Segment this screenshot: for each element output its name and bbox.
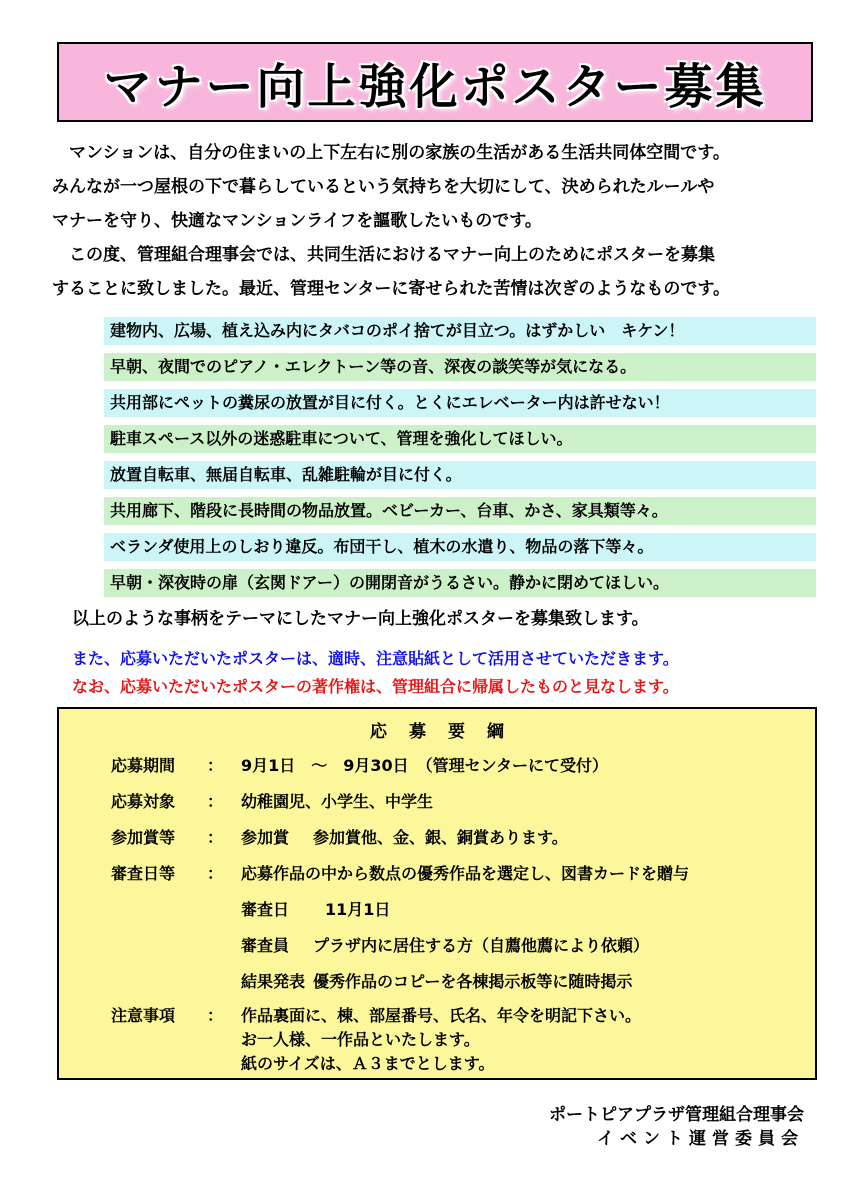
intro-text xyxy=(52,136,812,306)
complaint-list xyxy=(104,317,816,605)
prize-row xyxy=(241,825,568,848)
complaint-item: ベランダ使用上のしおり違反。布団干し、植木の水遣り、物品の落下等々。 xyxy=(104,533,816,561)
complaint-item: 早朝・深夜時の扉（玄関ドアー）の開閉音がうるさい。静かに閉めてほしい。 xyxy=(104,569,816,597)
colon: ： xyxy=(207,864,224,883)
intro-line: マンションは、自分の住まいの上下左右に別の家族の生活がある生活共同体空間です。 xyxy=(52,143,730,163)
usage-note: また、応募いただいたポスターは、適時、注意貼紙として活用させていただきます。 xyxy=(72,649,679,668)
period-label: 応募期間 xyxy=(111,756,176,775)
judge-date-label: 審査日 xyxy=(241,900,290,919)
requirements-box xyxy=(57,707,817,1080)
copyright-note: なお、応募いただいたポスターの著作権は、管理組合に帰属したものと見なします。 xyxy=(72,677,679,696)
judges-row xyxy=(241,933,649,956)
judge-date-row xyxy=(241,897,390,920)
target-label: 応募対象 xyxy=(111,792,176,811)
result-label: 結果発表 xyxy=(241,972,306,991)
closing-text: 以上のような事柄をテーマにしたマナー向上強化ポスターを募集致します。 xyxy=(72,609,649,629)
colon: ： xyxy=(207,828,224,847)
judge-date-value: 11月1日 xyxy=(325,900,391,919)
prize-value: 参加賞他、金、銀、銅賞あります。 xyxy=(313,828,568,847)
prize-label: 参加賞等 xyxy=(111,828,176,847)
result-value: 優秀作品のコピーを各棟掲示板等に随時掲示 xyxy=(313,972,633,991)
judges-label: 審査員 xyxy=(241,936,290,955)
intro-line: マナーを守り、快適なマンションライフを謳歌したいものです。 xyxy=(52,211,542,231)
note-item: お一人様、一作品といたします。 xyxy=(241,1030,480,1049)
colon: ： xyxy=(207,756,224,775)
organizer-name: ポートピアプラザ管理組合理事会 xyxy=(549,1105,804,1125)
period-value: 9月1日 ～ 9月30日 （管理センターにて受付） xyxy=(241,756,609,775)
complaint-item: 共用部にペットの糞尿の放置が目に付く。とくにエレベーター内は許せない！ xyxy=(104,389,816,417)
target-value: 幼稚園児、小学生、中学生 xyxy=(241,792,434,811)
judges-value: プラザ内に居住する方（自薦他薦により依頼） xyxy=(313,936,650,955)
intro-line: この度、管理組合理事会では、共同生活におけるマナー向上のためにポスターを募集 xyxy=(52,245,715,265)
complaint-item: 早朝、夜間でのピアノ・エレクトーン等の音、深夜の談笑等が気になる。 xyxy=(104,353,816,381)
note-item: 作品裏面に、棟、部屋番号、氏名、年令を明記下さい。 xyxy=(241,1006,642,1025)
complaint-item: 共用廊下、階段に長時間の物品放置。ベビーカー、台車、かさ、家具類等々。 xyxy=(104,497,816,525)
notes-label: 注意事項 xyxy=(111,1006,176,1025)
intro-line: みんなが一つ屋根の下で暮らしているという気持ちを大切にして、決められたルールや xyxy=(52,177,715,197)
page-title: マナー向上強化ポスター募集 xyxy=(103,58,767,115)
note-item: 紙のサイズは、Ａ３までとします。 xyxy=(241,1054,495,1073)
requirements-heading: 応募要綱 xyxy=(370,722,526,742)
complaint-item: 駐車スペース以外の迷惑駐車について、管理を強化してほしい。 xyxy=(104,425,816,453)
committee-name: イベント運営委員会 xyxy=(597,1129,804,1149)
complaint-item: 放置自転車、無届自転車、乱雑駐輪が目に付く。 xyxy=(104,461,816,489)
result-row xyxy=(241,969,632,992)
colon: ： xyxy=(207,792,224,811)
judge-label: 審査日等 xyxy=(111,864,176,883)
judge-value: 応募作品の中から数点の優秀作品を選定し、図書カードを贈与 xyxy=(241,864,690,883)
complaint-item: 建物内、広場、植え込み内にタバコのポイ捨てが目立つ。はずかしい キケン！ xyxy=(104,317,816,345)
colon: ： xyxy=(207,1006,224,1025)
prize-name: 参加賞 xyxy=(241,828,290,847)
intro-line: することに致しました。最近、管理センターに寄せられた苦情は次ぎのようなものです。 xyxy=(52,279,730,299)
title-banner xyxy=(57,42,813,122)
